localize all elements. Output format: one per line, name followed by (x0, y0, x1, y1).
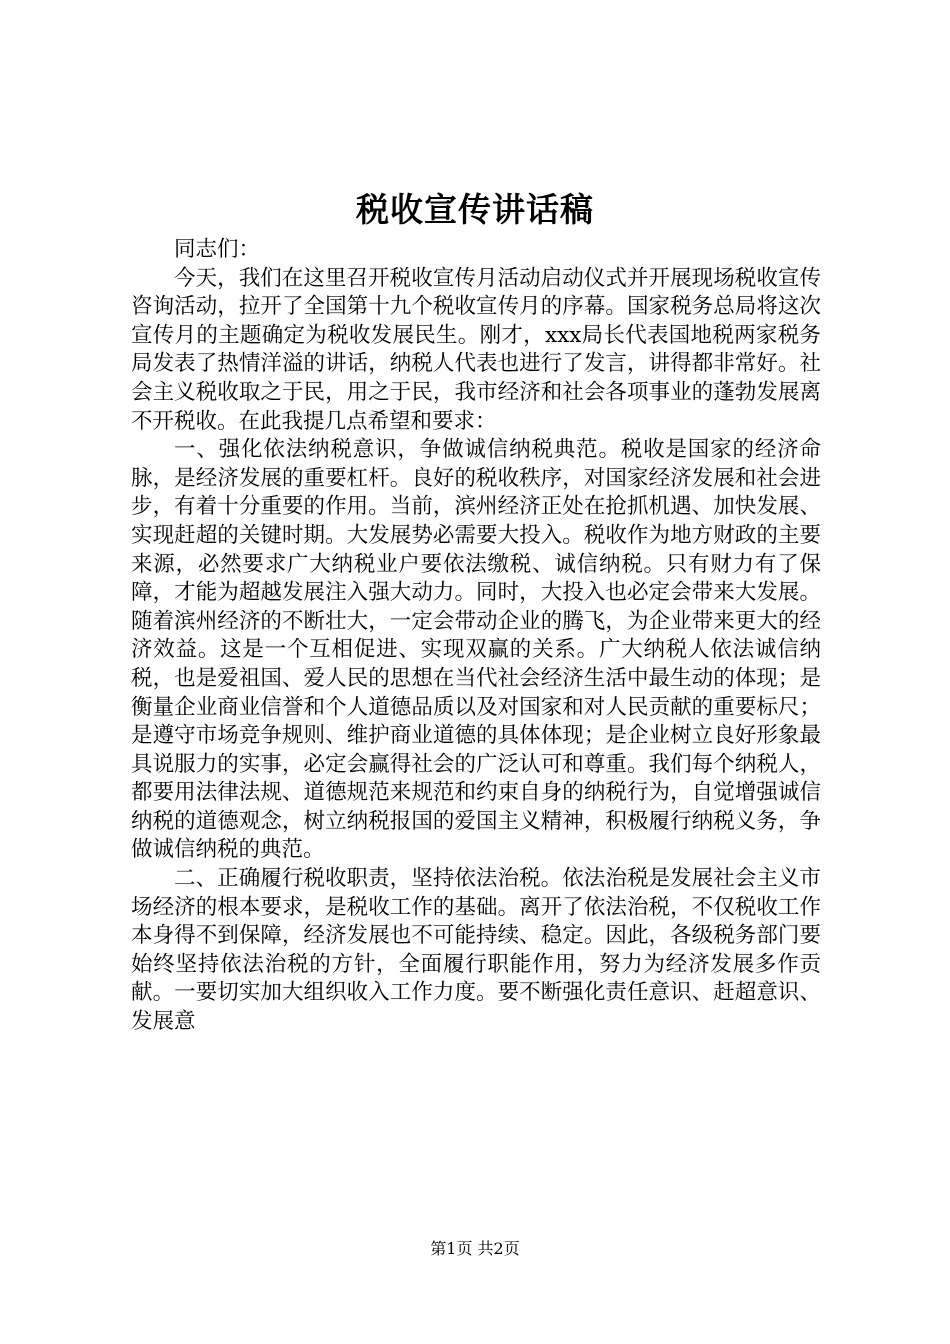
salutation: 同志们： (174, 237, 261, 262)
paragraph-point-one: 一、强化依法纳税意识，争做诚信纳税典范。税收是国家的经济命脉，是经济发展的重要杠杆。良好的税收秩序，对国家经济发展和社会进步，有着十分重要的作用。当前，滨州经济正处在抢抓机遇、加快发展、实现赶超的关键时期。大发展势必需要大投入。税收作为地方财政的主要来源，必然要求广大纳税业户要依法缴税、诚信纳税。只有财力有了保障，才能为超越发展注入强大动力。同时，大投入也必定会带来大发展。随着滨州经济的不断壮大，一定会带动企业的腾飞，为企业带来更大的经济效益。这是一个互相促进、实现双赢的关系。广大纳税人依法诚信纳税，也是爱祖国、爱人民的思想在当代社会经济生活中最生动的体现；是衡量企业商业信誉和个人道德品质以及对国家和对人民贡献的重要标尺；是遵守市场竞争规则、维护商业道德的具体体现；是企业树立良好形象最具说服力的实事，必定会赢得社会的广泛认可和尊重。我们每个纳税人，都要用法律法规、道德规范来规范和约束自身的纳税行为，自觉增强诚信纳税的道德观念，树立纳税报国的爱国主义精神，积极履行纳税义务，争做诚信纳税的典范。 (131, 437, 821, 863)
document-body (131, 236, 821, 1037)
document-title: 税收宣传讲话稿 (356, 190, 594, 229)
paragraph-intro: 今天，我们在这里召开税收宣传月活动启动仪式并开展现场税收宣传咨询活动，拉开了全国第十九个税收宣传月的序幕。国家税务总局将这次宣传月的主题确定为税收发展民生。刚才，xxx局长代表国地税两家税务局发表了热情洋溢的讲话，纳税人代表也进行了发言，讲得都非常好。社会主义税收取之于民，用之于民，我市经济和社会各项事业的蓬勃发展离不开税收。在此我提几点希望和要求： (131, 265, 821, 434)
paragraph-point-two: 二、正确履行税收职责，坚持依法治税。依法治税是发展社会主义市场经济的根本要求，是税收工作的基础。离开了依法治税，不仅税收工作本身得不到保障，经济发展也不可能持续、稳定。因此，各级税务部门要始终坚持依法治税的方针，全面履行职能作用，努力为经济发展多作贡献。一要切实加大组织收入工作力度。要不断强化责任意识、赶超意识、发展意 (131, 866, 821, 1035)
page-number-footer: 第1页 共2页 (430, 1239, 520, 1258)
